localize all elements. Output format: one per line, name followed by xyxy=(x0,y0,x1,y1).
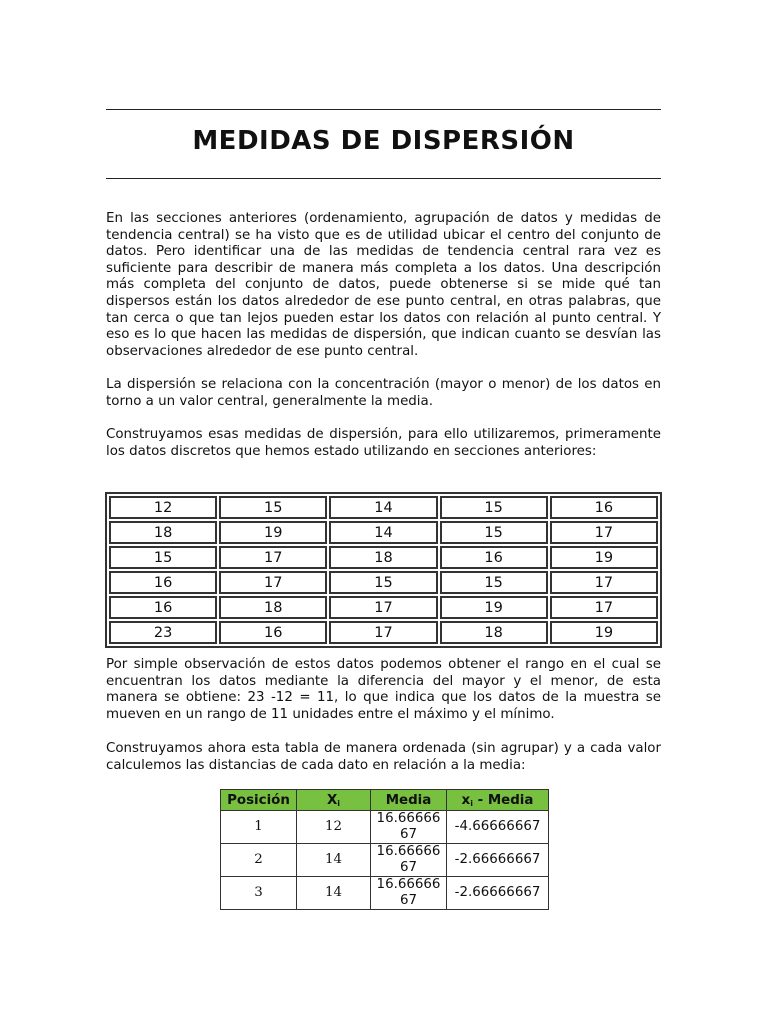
paragraph-dispersion: La dispersión se relaciona con la concentración (mayor o menor) de los datos en torno a un valor central, generalmente la media. xyxy=(106,377,661,409)
table-cell: 15 xyxy=(219,496,327,519)
table-cell: 12 xyxy=(109,496,217,519)
table-row xyxy=(109,521,658,544)
table-row xyxy=(109,496,658,519)
table-cell: 16 xyxy=(550,496,658,519)
table-row xyxy=(109,596,658,619)
table-cell: 17 xyxy=(219,546,327,569)
paragraph-ordered: Construyamos ahora esta tabla de manera ordenada (sin agrupar) y a cada valor calculemos las distancias de cada dato en relación a la media: xyxy=(106,741,661,773)
table-cell: 16 xyxy=(440,546,548,569)
table-row xyxy=(109,621,658,644)
deviation-row xyxy=(221,877,549,910)
table-cell: 14 xyxy=(329,496,437,519)
table-cell: 15 xyxy=(329,571,437,594)
table-cell: 17 xyxy=(550,571,658,594)
header-posicion: Posición xyxy=(221,790,297,811)
bottom-rule xyxy=(106,178,661,179)
table-cell: 17 xyxy=(550,596,658,619)
table-cell: 18 xyxy=(440,621,548,644)
table-cell: 19 xyxy=(550,621,658,644)
table-cell: 18 xyxy=(329,546,437,569)
table-cell: 18 xyxy=(109,521,217,544)
table-cell: 23 xyxy=(109,621,217,644)
deviation-cell-media: 16.6666667 xyxy=(371,877,447,910)
table-cell: 16 xyxy=(109,571,217,594)
table-cell: 19 xyxy=(550,546,658,569)
table-cell: 19 xyxy=(440,596,548,619)
table-cell: 17 xyxy=(329,596,437,619)
table-cell: 15 xyxy=(109,546,217,569)
deviation-cell-diff: -2.66666667 xyxy=(447,877,549,910)
deviation-row xyxy=(221,844,549,877)
deviation-cell-media: 16.6666667 xyxy=(371,811,447,844)
paragraph-intro: En las secciones anteriores (ordenamiento, agrupación de datos y medidas de tendencia central) se ha visto que es de utilidad ubicar el centro del conjunto de datos. Pero identificar una de las medidas de tendencia central rara vez es suficiente para describir de manera más completa a los datos. Una descripción más completa del conjunto de datos, puede obtenerse si se mide qué tan dispersos están los datos alrededor de ese punto central, en otras palabras, que tan cerca o que tan lejos pueden estar los datos con relación al punto central. Y eso es lo que hacen las medidas de dispersión, que indican cuanto se desvían las observaciones alrededor de ese punto central. xyxy=(106,211,661,359)
paragraph-construct: Construyamos esas medidas de dispersión, para ello utilizaremos, primeramente los datos discretos que hemos estado utilizando en secciones anteriores: xyxy=(106,427,661,459)
deviation-cell-media: 16.6666667 xyxy=(371,844,447,877)
deviation-cell-pos: 3 xyxy=(221,877,297,910)
table-cell: 15 xyxy=(440,571,548,594)
data-table xyxy=(105,492,662,648)
deviation-table xyxy=(220,789,549,910)
table-cell: 17 xyxy=(550,521,658,544)
table-cell: 18 xyxy=(219,596,327,619)
header-xi: $X_i$ xyxy=(297,790,371,811)
deviation-cell-pos: 2 xyxy=(221,844,297,877)
top-rule xyxy=(106,109,661,110)
table-cell: 15 xyxy=(440,521,548,544)
paragraph-range: Por simple observación de estos datos podemos obtener el rango en el cual se encuentran los datos mediante la diferencia del mayor y el menor, de esta manera se obtiene: 23 -12 = 11, lo que indica que los datos de la muestra se mueven en un rango de 11 unidades entre el máximo y el mínimo. xyxy=(106,657,661,722)
deviation-cell-diff: -2.66666667 xyxy=(447,844,549,877)
deviation-header-row xyxy=(221,790,549,811)
deviation-cell-xi: 14 xyxy=(297,844,371,877)
deviation-cell-pos: 1 xyxy=(221,811,297,844)
table-cell: 19 xyxy=(219,521,327,544)
header-media: Media xyxy=(371,790,447,811)
deviation-cell-diff: -4.66666667 xyxy=(447,811,549,844)
table-row xyxy=(109,571,658,594)
deviation-row xyxy=(221,811,549,844)
table-cell: 15 xyxy=(440,496,548,519)
table-cell: 17 xyxy=(329,621,437,644)
table-row xyxy=(109,546,658,569)
table-cell: 16 xyxy=(109,596,217,619)
deviation-cell-xi: 12 xyxy=(297,811,371,844)
page-title: MEDIDAS DE DISPERSIÓN xyxy=(192,126,575,156)
deviation-cell-xi: 14 xyxy=(297,877,371,910)
table-cell: 14 xyxy=(329,521,437,544)
header-diff: $x_i$ - Media xyxy=(447,790,549,811)
table-cell: 16 xyxy=(219,621,327,644)
table-cell: 17 xyxy=(219,571,327,594)
